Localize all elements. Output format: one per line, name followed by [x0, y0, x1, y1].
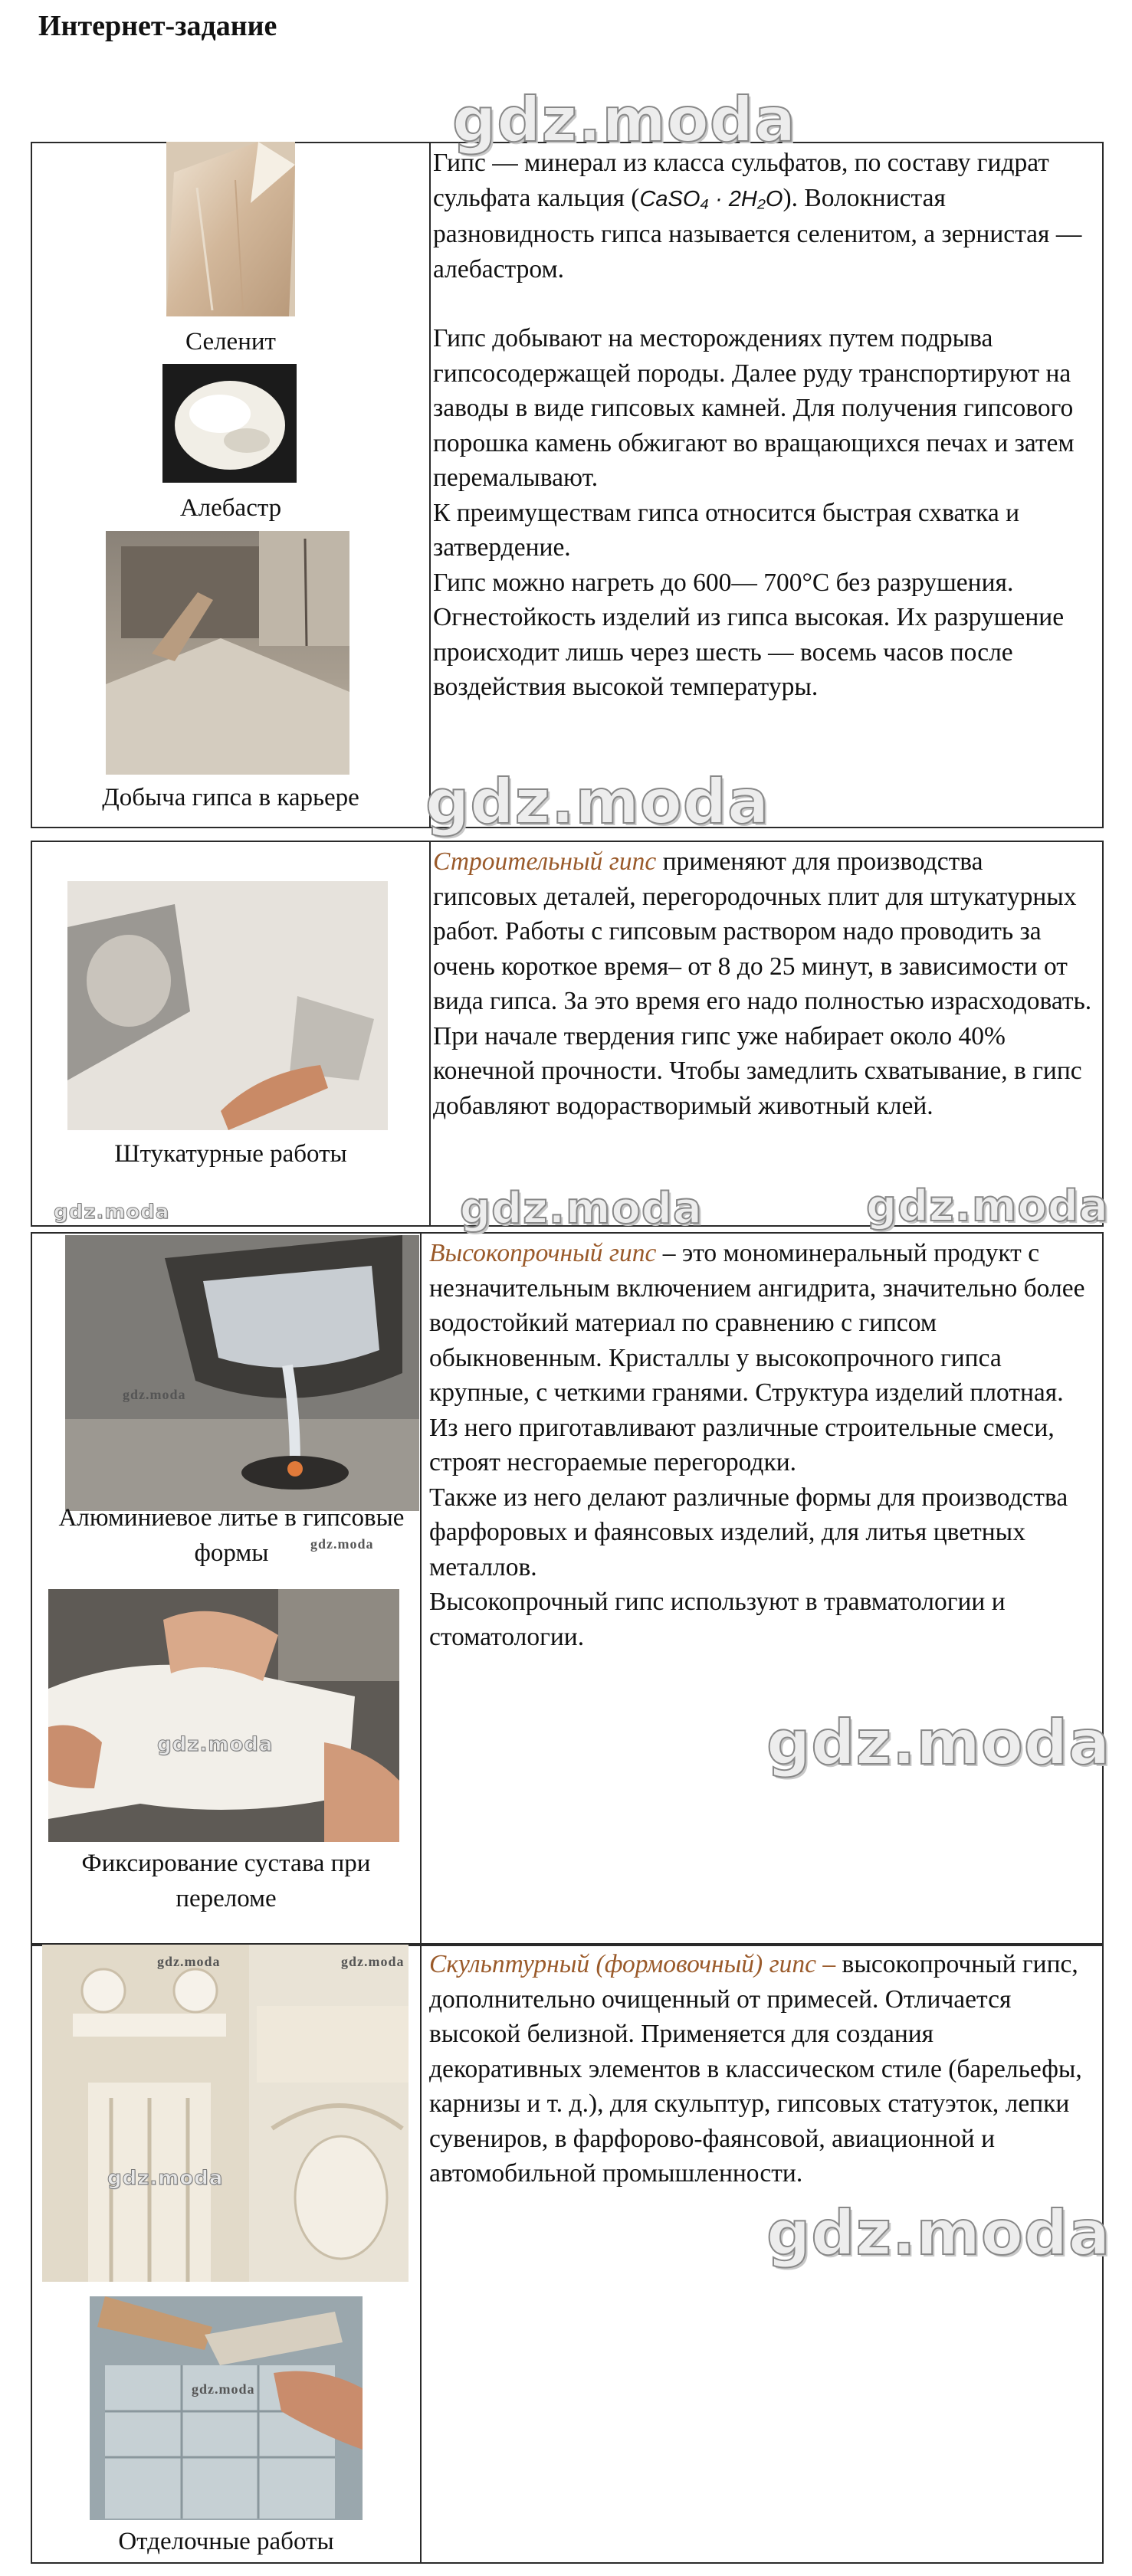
selenite-caption: Селенит [185, 328, 276, 356]
construction-gypsum-description: применяют для производства гипсовых деталей, перегородочных плит для штукатурных работ. Работы с гипсовым раствором надо проводить за очень короткое время– от 8 до 25 минут, в зависимости от вида гипса. За это время его надо полностью израсходовать. При начале твердения гипс уже набирает около 40% конечной прочности. Чтобы замедлить схватывание, в гипс добавляют водорастворимый животный клей. [433, 847, 1092, 1120]
gypsum-formula: CaSO₄ · 2H₂O [639, 186, 783, 211]
high-strength-uses-paragraph: Также из него делают различные формы для производства фарфоровых и фаянсовых изделий, для литья цветных металлов. [429, 1483, 1068, 1581]
selenite-photo [166, 142, 295, 316]
watermark: gdz.moda [766, 1707, 1111, 1778]
watermark: gdz.moda [192, 2381, 255, 2397]
quarry-photo [106, 531, 349, 775]
decorative-stucco-photo [42, 1945, 409, 2282]
column-divider [420, 1943, 422, 2562]
construction-gypsum-term: Строительный гипс [433, 847, 657, 876]
aluminium-casting-photo [65, 1235, 419, 1511]
plastering-photo [67, 881, 388, 1130]
watermark: gdz.moda [766, 2197, 1111, 2269]
sculptural-gypsum-term: Скульптурный (формовочный) гипс – [429, 1950, 836, 1978]
sculptural-gypsum-description: высокопрочный гипс, дополнительно очищенный от примесей. Отличается высокой белизной. Применяется для создания декоративных элементов в классическом стиле (барельефы, карнизы и т. д.), для скульптур, гипсовых статуэток, лепки сувениров, в фарфорово-фаянсовой, авиационной и автомобильной промышленности. [429, 1950, 1082, 2188]
watermark: gdz.moda [341, 1954, 405, 1969]
finishing-work-photo [90, 2296, 363, 2520]
watermark: gdz.moda [460, 1184, 703, 1234]
mining-paragraph: Гипс добывают на месторождениях путем подрыва гипсосодержащей породы. Далее руду транспортируют на заводы в виде гипсовых камней. Для получения гипсового порошка камень обжигают во вращающихся печах и затем перемалывают. [433, 324, 1075, 492]
watermark: gdz.moda [425, 766, 770, 837]
page-heading: Интернет-задание [38, 10, 277, 42]
sculptural-gypsum-text [429, 1947, 1092, 2191]
watermark: gdz.moda [310, 1536, 374, 1552]
high-strength-gypsum-term: Высокопрочный гипс [429, 1239, 657, 1267]
advantages-paragraph: К преимуществам гипса относится быстрая схватка и затвердение. [433, 498, 1020, 562]
watermark: gdz.moda [107, 2167, 224, 2190]
alabaster-caption: Алебастр [179, 494, 282, 522]
column-divider [429, 142, 431, 827]
watermark: gdz.moda [157, 1733, 274, 1756]
watermark: gdz.moda [452, 84, 797, 156]
intro-paragraph-part1: Гипс — минерал из класса сульфатов, по составу гидрат сульфата кальция ( [433, 149, 1049, 212]
gypsum-intro-text [433, 146, 1092, 705]
quarry-caption: Добыча гипса в карьере [102, 784, 359, 811]
finishing-work-caption: Отделочные работы [118, 2528, 334, 2555]
aluminium-casting-caption: Алюминиевое литье в гипсовые формы [58, 1504, 405, 1567]
watermark: gdz.moda [157, 1954, 221, 1969]
watermark: gdz.moda [866, 1181, 1109, 1231]
alabaster-photo [162, 364, 297, 483]
construction-gypsum-text [433, 844, 1092, 1123]
plastering-caption: Штукатурные работы [114, 1140, 347, 1168]
column-divider [420, 1232, 422, 1945]
high-strength-gypsum-description: – это мономинеральный продукт с незначительным включением ангидрита, значительно более водостойкий материал по сравнению с гипсом обыкновенным. Кристаллы у высокопрочного гипса крупные, с четкими гранями. Структура изделий плотная. Из него приготавливают различные строительные смеси, строят несгораемые перегородки. [429, 1239, 1085, 1476]
fire-resistance-paragraph: Гипс можно нагреть до 600— 700°С без разрушения. Огнестойкость изделий из гипса высокая. Их разрушение происходит лишь через шесть — восемь часов после воздействия высокой температуры. [433, 568, 1065, 701]
plaster-cast-caption: Фиксирование сустава при переломе [81, 1850, 371, 1912]
high-strength-gypsum-text [429, 1236, 1092, 1654]
high-strength-medicine-paragraph: Высокопрочный гипс используют в травматологии и стоматологии. [429, 1588, 1006, 1651]
intro-paragraph-part2: ). Волокнистая разновидность гипса называется селенитом, а зернистая — алебастром. [433, 183, 1082, 283]
plaster-cast-photo [48, 1589, 399, 1842]
column-divider [429, 841, 431, 1225]
watermark: gdz.moda [54, 1201, 170, 1224]
watermark: gdz.moda [123, 1387, 186, 1402]
